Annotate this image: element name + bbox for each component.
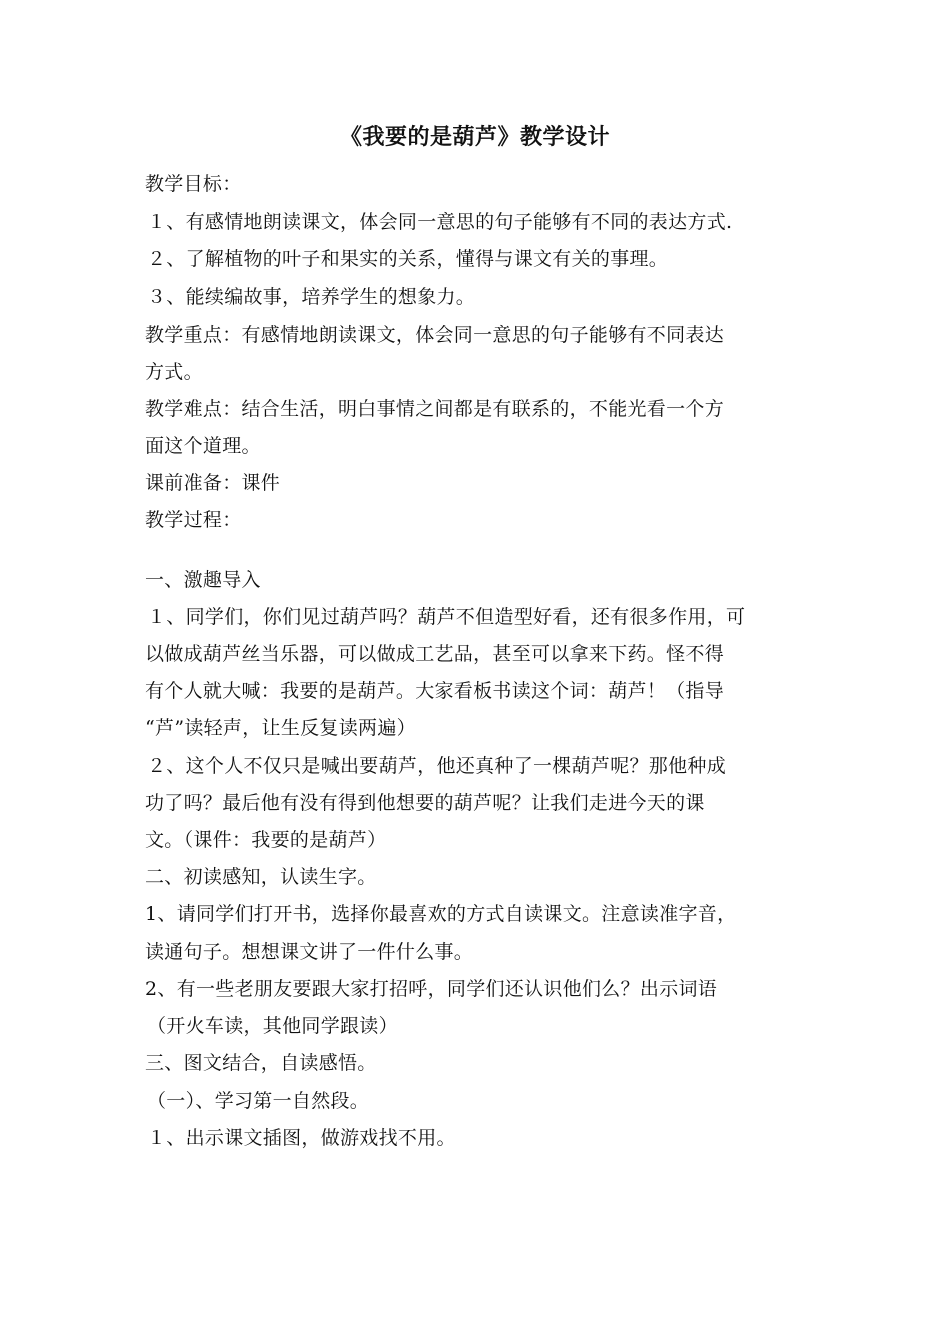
paragraph-line: 读通句子。想想课文讲了一件什么事。 bbox=[145, 941, 474, 963]
objective-3: ３、能续编故事，培养学生的想象力。 bbox=[147, 286, 476, 308]
part-3-heading: 三、图文结合，自读感悟。 bbox=[145, 1052, 377, 1074]
paragraph-line: “芦”读轻声，让生反复读两遍） bbox=[145, 717, 416, 739]
paragraph-line: ２、这个人不仅只是喊出要葫芦，他还真种了一棵葫芦呢？那他种成 bbox=[147, 755, 727, 777]
key-point-line-2: 方式。 bbox=[145, 361, 203, 383]
section-heading-process: 教学过程： bbox=[145, 509, 242, 531]
part-1-heading: 一、激趣导入 bbox=[145, 569, 261, 591]
paragraph-line: 功了吗？最后他有没有得到他想要的葫芦呢？让我们走进今天的课 bbox=[145, 792, 705, 814]
paragraph-line: １、同学们，你们见过葫芦吗？葫芦不但造型好看，还有很多作用，可 bbox=[147, 606, 746, 628]
paragraph-line: 文。（课件：我要的是葫芦） bbox=[145, 829, 387, 851]
paragraph-line: 1、请同学们打开书，选择你最喜欢的方式自读课文。注意读准字音， bbox=[145, 903, 737, 925]
paragraph-line: 以做成葫芦丝当乐器，可以做成工艺品，甚至可以拿来下药。怪不得 bbox=[145, 643, 725, 665]
difficulty-line-1: 教学难点：结合生活，明白事情之间都是有联系的，不能光看一个方 bbox=[145, 398, 725, 420]
section-heading-objectives: 教学目标： bbox=[145, 173, 242, 195]
part-2-heading: 二、初读感知，认读生字。 bbox=[145, 866, 377, 888]
paragraph-line: １、出示课文插图，做游戏找不用。 bbox=[147, 1127, 456, 1149]
objective-2: ２、了解植物的叶子和果实的关系，懂得与课文有关的事理。 bbox=[147, 248, 669, 270]
difficulty-line-2: 面这个道理。 bbox=[145, 435, 261, 457]
key-point-line-1: 教学重点：有感情地朗读课文，体会同一意思的句子能够有不同表达 bbox=[145, 324, 725, 346]
paragraph-line: 有个人就大喊：我要的是葫芦。大家看板书读这个词：葫芦！（指导 bbox=[145, 680, 725, 702]
subsection-heading: （一）、学习第一自然段。 bbox=[147, 1090, 370, 1112]
paragraph-line: 2、有一些老朋友要跟大家打招呼，同学们还认识他们么？出示词语 bbox=[145, 978, 718, 1000]
paragraph-line: （开火车读，其他同学跟读） bbox=[147, 1015, 398, 1037]
document-title: 《我要的是葫芦》教学设计 bbox=[339, 124, 610, 150]
objective-1: １、有感情地朗读课文，体会同一意思的句子能够有不同的表达方式. bbox=[147, 211, 733, 233]
preparation: 课前准备：课件 bbox=[145, 472, 281, 494]
